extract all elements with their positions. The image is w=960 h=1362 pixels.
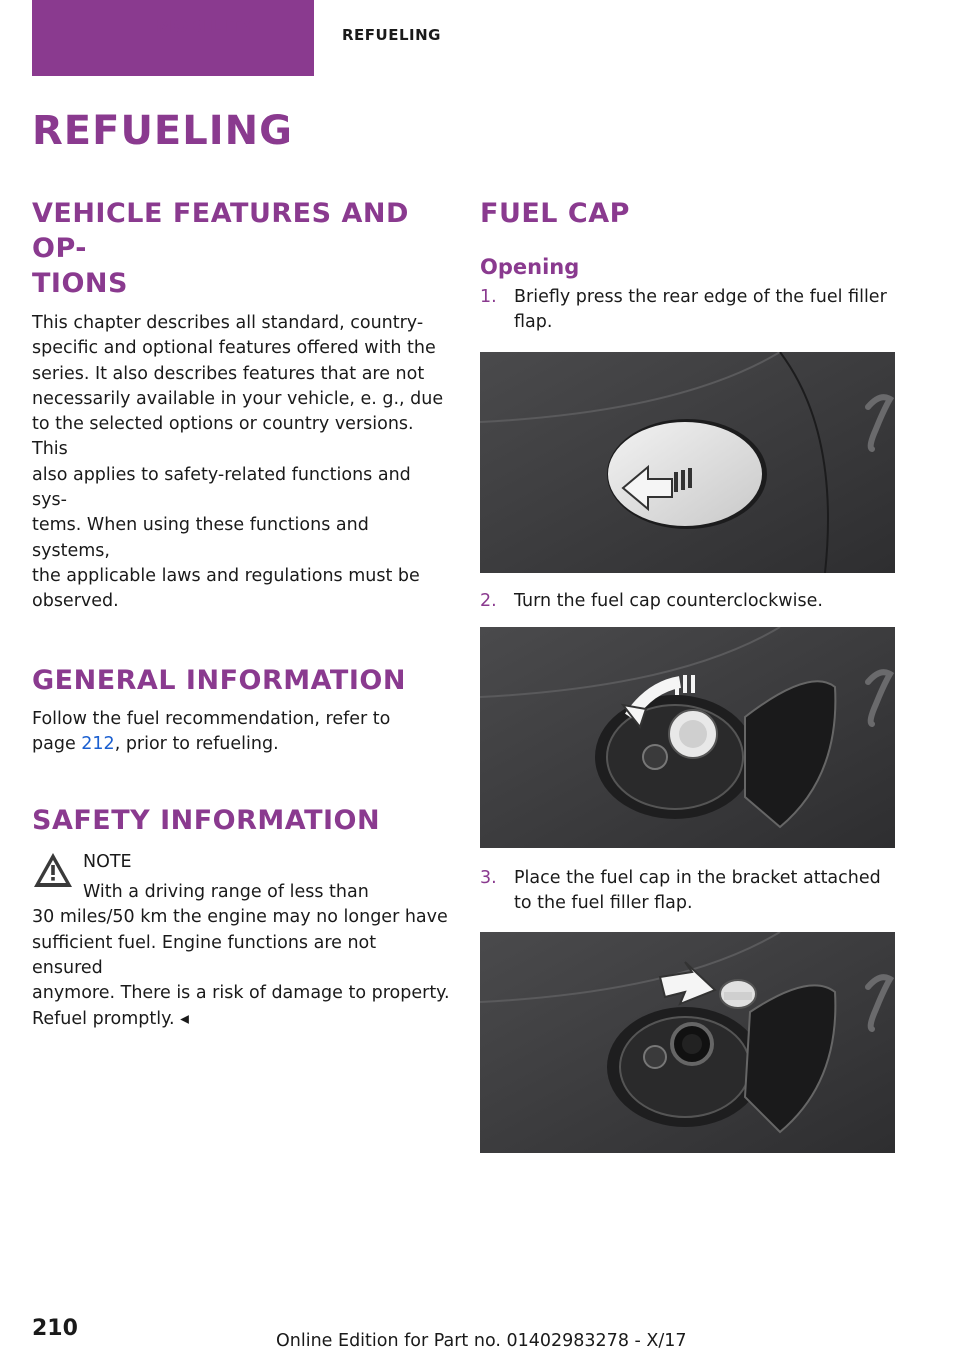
gi-line-prefix: page (32, 733, 82, 754)
opening-subheading: Opening (480, 255, 580, 279)
header-chapter-label: REFUELING (342, 26, 441, 44)
note-line: anymore. There is a risk of damage to property. (32, 983, 450, 1004)
header-section-label: MOBILITY (155, 16, 256, 37)
step-number: 2. (480, 590, 497, 611)
vf-line: specific and optional features offered with the (32, 338, 436, 359)
step-text (514, 285, 887, 336)
step-1 (480, 285, 900, 336)
step-line: flap. (514, 312, 553, 333)
vf-line: the applicable laws and regulations must be (32, 565, 420, 586)
vehicle-features-heading-line1: VEHICLE FEATURES AND OP- (32, 198, 409, 264)
vf-line: This chapter describes all standard, country- (32, 313, 424, 333)
vf-line: to the selected options or country versions. This (32, 414, 414, 460)
vf-line: observed. (32, 591, 119, 612)
gi-line-suffix: , prior to refueling. (114, 733, 279, 754)
note-line: With a driving range of less than (83, 882, 369, 903)
vehicle-features-heading-line2: TIONS (32, 268, 128, 299)
warning-icon (32, 850, 74, 890)
step-line: Turn the fuel cap counterclockwise. (514, 590, 823, 611)
page-title: REFUELING (32, 108, 293, 154)
note-line: Refuel promptly. ◂ (32, 1008, 189, 1029)
gi-line: Follow the fuel recommendation, refer to (32, 708, 391, 729)
right-column (480, 196, 900, 1153)
fuel-cap-in-bracket-photo (480, 932, 895, 1153)
fuel-cap-turning-photo (480, 627, 895, 848)
step-line: Briefly press the rear edge of the fuel filler (514, 287, 887, 307)
note-line: sufficient fuel. Engine functions are not ensured (32, 932, 377, 979)
vf-line: series. It also describes features that are not (32, 363, 425, 384)
vf-line: tems. When using these functions and systems, (32, 515, 369, 561)
page-number: 210 (32, 1316, 78, 1341)
step-number: 3. (480, 867, 497, 888)
vf-line: also applies to safety-related functions and sys- (32, 464, 411, 511)
safety-information-heading: SAFETY INFORMATION (32, 805, 381, 837)
general-information-paragraph (32, 707, 450, 758)
note-label: NOTE (83, 852, 132, 873)
page-reference-link[interactable]: 212 (81, 733, 115, 754)
vehicle-features-paragraph (32, 311, 450, 615)
vf-line: necessarily available in your vehicle, e. g., due (32, 388, 444, 409)
safety-note (32, 850, 450, 1032)
left-column (32, 196, 450, 1032)
fuel-cap-heading: FUEL CAP (480, 198, 630, 229)
edition-note: Online Edition for Part no. 01402983278 - X/17 (276, 1331, 687, 1351)
step-line: Place the fuel cap in the bracket attached (514, 867, 881, 888)
fuel-flap-closed-photo (480, 352, 895, 573)
step-2 (480, 589, 900, 614)
vehicle-features-heading (32, 196, 450, 301)
note-line: 30 miles/50 km the engine may no longer have (32, 907, 448, 928)
step-3 (480, 866, 900, 917)
step-text (514, 589, 823, 614)
note-text (32, 880, 450, 1032)
step-line: to the fuel filler flap. (514, 893, 693, 914)
step-text (514, 866, 881, 917)
general-information-heading: GENERAL INFORMATION (32, 664, 406, 696)
step-number: 1. (480, 287, 497, 307)
